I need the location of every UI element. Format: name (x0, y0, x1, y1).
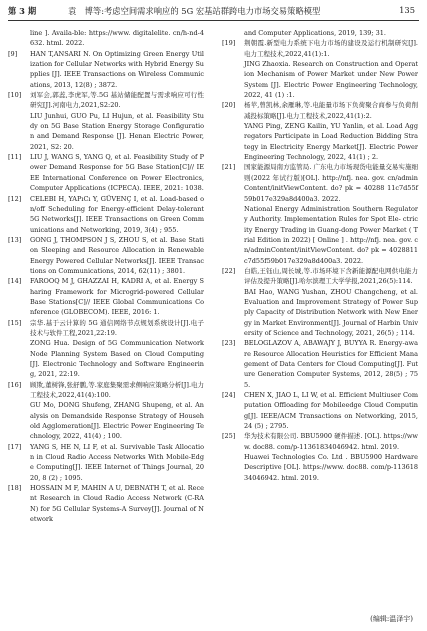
reference-number: [10] (8, 91, 22, 100)
reference-item (8, 90, 204, 152)
reference-item (222, 38, 418, 100)
reference-number: [15] (8, 318, 22, 327)
reference-text: FAROOQ M J, GHAZZAI H, KADRI A, et al. Energy Sharing Framework for Microgrid-powered Cellular Base Stations[C]// IEEE Global Communications Conference (GLOBECOM). IEEE, 2016: 1. (30, 277, 204, 317)
reference-item (222, 266, 418, 338)
reference-item (8, 442, 204, 483)
header-rule (8, 20, 419, 21)
reference-text: 顾欺,董树锋,张舒鹏,等.家庭集聚需求侧响应策略分析[J].电力工程技术,2022,41(4):100. (30, 380, 205, 400)
reference-number: [12] (8, 194, 22, 203)
reference-text: GONG J, THOMPSON J S, ZHOU S, et al. Base Station Sleeping and Resource Allocation in Renewable Energy Powered Cellular Networks[J]. IEEE Transactions on Communications, 2014, 62(11) ; 3801. (30, 235, 204, 275)
reference-text: CELEBI H, YAPıCı Y, GÜVENÇ I, et al. Load-based on/off Scheduling for Energy-efficient Delay-tolerant 5G Networks[J]. IEEE Transactions on Green Communications and Networking, 2019, 3(4) ; 955. (30, 194, 204, 234)
reference-text: CHEN X, JIAO L, LI W, et al. Efficient Multiuser Computation Offloading for Mobileedge Cloud Computing[J]. IEEE/ACM Transactions on Networking, 2015, 24 (5) ; 2795. (244, 391, 418, 431)
reference-english: JING Zhaoxia. Research on Construction and Operation Mechanism of Power Market under New Power System [J]. Electric Power Engineering Technology, 2022, 41 (1) :1. (244, 60, 418, 100)
reference-continuation: line ]. Availa-ble: https://www. digitalelite. cn/h-nd-4632. html. 2022. (30, 29, 204, 48)
right-column (222, 28, 418, 483)
reference-item (8, 483, 204, 524)
reference-item (222, 100, 418, 162)
reference-number: [20] (222, 101, 236, 110)
reference-text: BELOGLAZOV A, ABAWAJY J, BUYYA R. Energy-aware Resource Allocation Heuristics for Efficient Management of Data Centers for Cloud Computing[J]. Future Generation Computer Systems, 2012, 28(5) ; 755. (244, 339, 418, 389)
reference-text: 荆朝霞.新型电力系统下电力市场的建设及运行机制研究[J].电力工程技术,2022,41(1):1. (244, 39, 418, 58)
left-column (8, 28, 204, 525)
reference-number: [14] (8, 277, 22, 286)
reference-text: 白皓,王钰山,周长城,等.市场环境下含新能源配电网供电能力评估及提升策略[J].哈尔滨理工大学学报,2021,26(5):114. (244, 266, 418, 286)
reference-item (222, 390, 418, 431)
reference-number: [23] (222, 339, 236, 348)
reference-number: [18] (8, 484, 22, 493)
reference-number: [19] (222, 39, 236, 48)
reference-english: ZONG Hua. Design of 5G Communication Network Node Planning System Based on Cloud Computing[J]. Electronic Technology and Software Engineering, 2021, 22:19. (30, 339, 204, 379)
page-header (8, 5, 419, 19)
reference-item (8, 318, 204, 380)
reference-number: [16] (8, 380, 22, 389)
reference-text: 宗华.基于云计算的 5G 通信网络节点规划系统设计[J].电子技术与软件工程,2021,22:19. (30, 318, 204, 337)
reference-number: [24] (222, 391, 236, 400)
reference-number: [11] (8, 153, 22, 162)
reference-text: 国家能源局南方监管局. 广东电力市场现货电能量交易实施细则(2022 年试行版)[OL]. http://nfj. nea. gov. cn/adminContent/initViewContent. do? pk = 40288 11c7d55f59b017e329a8d400a3. 2022. (244, 163, 418, 203)
reference-english: YANG Ping, ZENG Kailin, YU Yanlin, et al. Load Aggregators Participate in Load Reduction Bidding Strategy in Electricity Energy Market[J]. Electric Power Engineering Technology, 2022, 41(1) ; 2. (244, 122, 418, 162)
reference-text: HAN T,ANSARI N. On Optimizing Green Energy Utilization for Cellular Networks with Hybrid Energy Supplies [J]. IEEE Transactions on Wireless Communications, 2013, 12(8) ; 3872. (30, 49, 204, 89)
reference-english: LIU Junhui, GUO Pu, LI Hujun, et al. Feasibility Study on 5G Base Station Energy Storage Configuration and Demand Response [J]. Henan Electric Power, 2021, S2: 20. (30, 111, 204, 151)
reference-number: [22] (222, 266, 236, 275)
reference-text: 杨苹,曾凯林,余雁琳,等.电能量市场下负荷聚合商参与负荷削减投标策略[J].电力工程技术,2022,41(1):2. (244, 101, 418, 120)
reference-text: LIU J, WANG S, YANG Q, et al. Feasibility Study of Power Demand Response for 5G Base Station[C]// IEEE International Conference on Power Electronics, Computer Applications (ICPECA). IEEE, 2021: 1038. (30, 153, 204, 193)
reference-item (222, 431, 418, 483)
reference-item (8, 49, 204, 90)
reference-text: 刘军会,郭蕊,李虎军,等.5G 基站储能配置与需求响应可行性研究[J].河南电力,2021,S2:20. (30, 91, 204, 110)
reference-number: [9] (8, 49, 18, 58)
reference-english: National Energy Administration Southern Regulatory Authority. Implementation Rules for Spot Ele- ctricity Energy Trading in Guang-dong Power Market ( T rial Edition in 2022) [ Online ] . http://nfj. nea. gov. cn/adminContent/initViewContent. do? pk = 4028811c7d55f59b017e329a8d400a3. 2022. (244, 204, 418, 265)
reference-item (222, 338, 418, 390)
issue-number: 第 3 期 (8, 6, 37, 16)
reference-number: [13] (8, 235, 22, 244)
editor-credit: (编辑:温泽宇) (370, 615, 413, 623)
reference-text: YANG S, HE N, LI F, et al. Survivable Task Allocation in Cloud Radio Access Networks With Mobile-Edge Computing[J]. IEEE Internet of Things Journal, 2020, 8 (2) ; 1095. (30, 442, 204, 482)
reference-item (8, 194, 204, 235)
reference-item (222, 162, 418, 265)
reference-number: [17] (8, 442, 22, 451)
reference-english: GU Mo, DONG Shufeng, ZHANG Shupeng, et al. Analysis on Demandside Response Strategy of Household Agglomeration[J]. Electric Power Engineering Technology, 2022, 41(4) ; 100. (30, 401, 204, 441)
reference-item (8, 276, 204, 317)
reference-text: 华为技术有限公司. BBU5900 硬件描述. [OL]. https://www. doc88. com/p-11361834046942. html. 2019. (244, 432, 418, 451)
running-title: 袁 博等:考虑空间需求响应的 5G 宏基站群跨电力市场交易策略模型 (68, 6, 321, 16)
page-number: 135 (399, 5, 415, 15)
reference-english: Huawei Technologies Co. Ltd . BBU5900 Hardware Descriptive [OL]. https://www. doc88. com/p-11361834046942. html. 2019. (244, 453, 418, 482)
reference-number: [21] (222, 163, 236, 172)
reference-item (8, 380, 204, 442)
reference-text: HOSSAIN M F, MAHIN A U, DEBNATH T, et al. Recent Research in Cloud Radio Access Network (C-RAN) for 5G Cellular Systems-A Survey[J]. Journal of Network (30, 484, 204, 524)
reference-item (8, 152, 204, 193)
reference-english: BAI Hao, WANG Yushan, ZHOU Changcheng, et al. Evaluation and Improvement Strategy of Power Supply Capacity of Distribution Network with New Energy in Market Environment[J]. Journal of Harbin University of Science and Technology, 2021, 26(5) ; 114. (244, 287, 418, 337)
reference-continuation: and Computer Applications, 2019, 139; 31. (244, 29, 386, 37)
reference-item (8, 235, 204, 276)
reference-number: [25] (222, 432, 236, 441)
